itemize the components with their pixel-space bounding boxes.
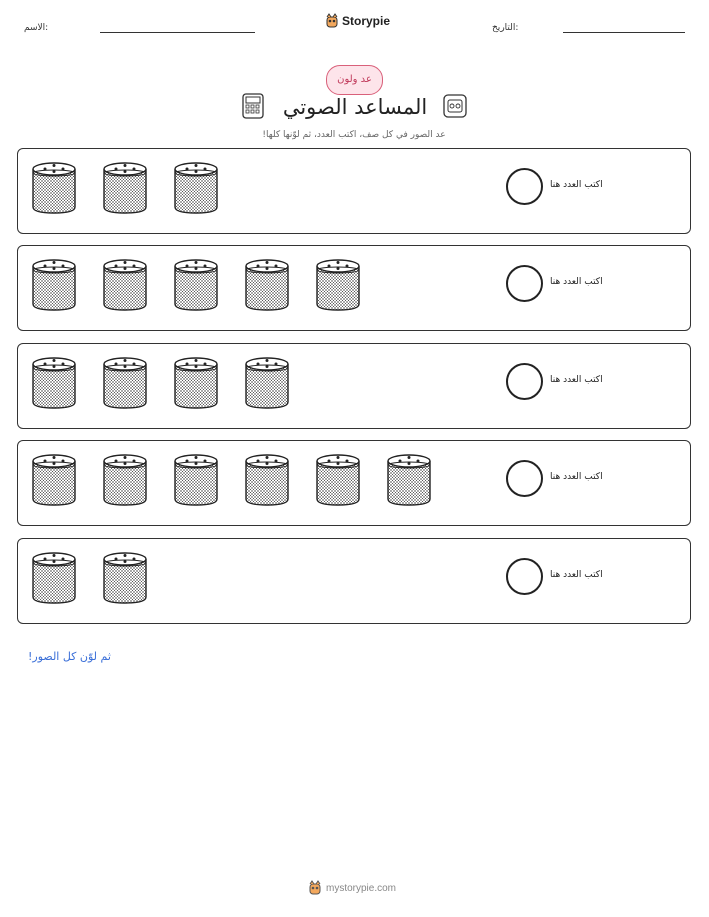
date-line[interactable] xyxy=(563,32,685,33)
storypie-logo-icon xyxy=(325,13,339,29)
answer-label: اكتب العدد هنا xyxy=(550,180,603,190)
smart-speaker-icon xyxy=(101,160,149,216)
date-label: التاريخ: xyxy=(492,23,519,33)
smart-speaker-icon xyxy=(101,452,149,508)
name-line[interactable] xyxy=(100,32,255,33)
smart-speaker-icon xyxy=(30,160,78,216)
coloring-note: ثم لوّن كل الصور! xyxy=(28,650,111,663)
counting-row-4 xyxy=(17,440,691,526)
answer-label: اكتب العدد هنا xyxy=(550,570,603,580)
smart-speaker-icon xyxy=(314,257,362,313)
smart-speaker-icon xyxy=(243,257,291,313)
storypie-logo-icon xyxy=(308,880,322,896)
smart-speaker-icon xyxy=(101,355,149,411)
counting-row-1 xyxy=(17,148,691,234)
smart-speaker-icon xyxy=(30,257,78,313)
radio-device-icon xyxy=(240,92,266,120)
footer-brand xyxy=(308,880,396,896)
answer-label: اكتب العدد هنا xyxy=(550,277,603,287)
brand-name: Storypie xyxy=(342,14,391,28)
activity-badge: عد ولون xyxy=(326,65,383,95)
smart-speaker-icon xyxy=(101,257,149,313)
smart-speaker-icon xyxy=(30,550,78,606)
answer-label: اكتب العدد هنا xyxy=(550,472,603,482)
speaker-device-icon xyxy=(441,92,469,120)
counting-row-2 xyxy=(17,245,691,331)
footer-url: mystorypie.com xyxy=(326,882,397,894)
brand-logo xyxy=(325,13,390,29)
answer-circle[interactable] xyxy=(506,558,543,595)
smart-speaker-icon xyxy=(172,452,220,508)
answer-circle[interactable] xyxy=(506,363,543,400)
smart-speaker-icon xyxy=(385,452,433,508)
smart-speaker-icon xyxy=(172,257,220,313)
counting-row-3 xyxy=(17,343,691,429)
smart-speaker-icon xyxy=(314,452,362,508)
smart-speaker-icon xyxy=(172,160,220,216)
name-label: الاسم: xyxy=(24,23,49,33)
page-title: المساعد الصوتي xyxy=(282,95,428,119)
smart-speaker-icon xyxy=(172,355,220,411)
smart-speaker-icon xyxy=(243,355,291,411)
smart-speaker-icon xyxy=(101,550,149,606)
smart-speaker-icon xyxy=(30,355,78,411)
answer-circle[interactable] xyxy=(506,265,543,302)
answer-circle[interactable] xyxy=(506,168,543,205)
answer-label: اكتب العدد هنا xyxy=(550,375,603,385)
answer-circle[interactable] xyxy=(506,460,543,497)
counting-row-5 xyxy=(17,538,691,624)
instructions: عد الصور في كل صف، اكتب العدد، ثم لوّنها كلها! xyxy=(262,130,446,140)
smart-speaker-icon xyxy=(30,452,78,508)
smart-speaker-icon xyxy=(243,452,291,508)
